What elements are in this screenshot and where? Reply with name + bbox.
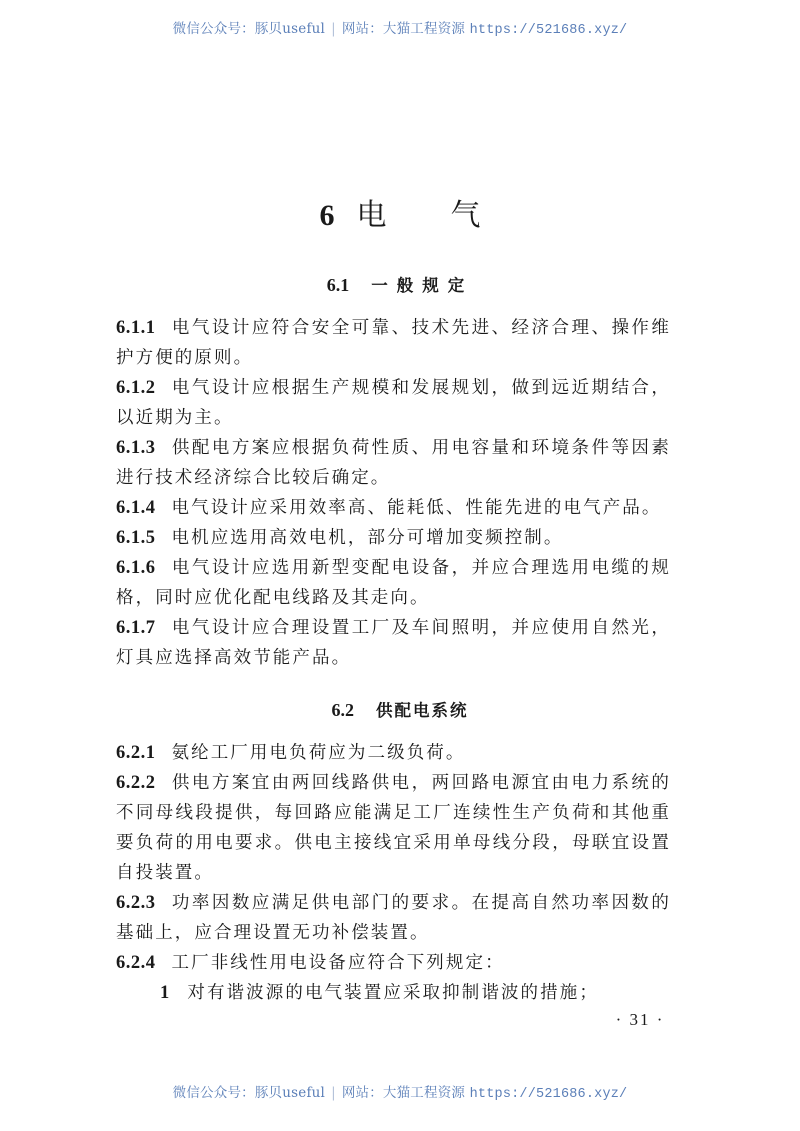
clause-text: 供配电方案应根据负荷性质、用电容量和环境条件等因素进行技术经济综合比较后确定。: [116, 438, 671, 488]
clause-number: 6.2.4: [116, 953, 156, 973]
chapter-title: [0, 190, 800, 234]
clause-text: 电气设计应选用新型变配电设备，并应合理选用电缆的规格，同时应优化配电线路及其走向。: [116, 558, 671, 608]
clause-text: 电气设计应符合安全可靠、技术先进、经济合理、操作维护方便的原则。: [116, 318, 671, 368]
clause-6-2-1: [116, 738, 671, 768]
page-number: · 31 ·: [615, 1010, 665, 1029]
clause-number: 6.1.2: [116, 378, 156, 398]
section-heading-6-2: [0, 697, 800, 721]
clause-number: 6.2.3: [116, 893, 156, 913]
list-item-1: [116, 978, 671, 1008]
clause-number: 6.1.3: [116, 438, 156, 458]
clause-text: 工厂非线性用电设备应符合下列规定：: [171, 953, 505, 973]
section-title: 一般规定: [371, 276, 474, 295]
chapter-title-char-1: 电: [356, 198, 387, 233]
clause-number: 6.1.5: [116, 528, 156, 548]
clause-text: 电气设计应采用效率高、能耗低、性能先进的电气产品。: [171, 498, 662, 518]
section-6-2-body: [116, 738, 671, 1008]
watermark-url: https://521686.xyz/: [469, 23, 628, 38]
clause-text: 电气设计应合理设置工厂及车间照明，并应使用自然光，灯具应选择高效节能产品。: [116, 618, 671, 668]
watermark-separator: |: [331, 1085, 336, 1101]
clause-6-1-5: [116, 523, 671, 553]
watermark-wechat: 微信公众号：豚贝useful: [172, 21, 326, 37]
watermark-bottom: [0, 1081, 800, 1102]
clause-text: 功率因数应满足供电部门的要求。在提高自然功率因数的基础上，应合理设置无功补偿装置。: [116, 893, 671, 943]
watermark-site-label: 网站：大猫工程资源: [341, 21, 466, 37]
section-title: 供配电系统: [376, 701, 469, 720]
clause-number: 6.2.2: [116, 773, 156, 793]
clause-text: 电机应选用高效电机，部分可增加变频控制。: [171, 528, 564, 548]
clause-6-1-1: [116, 313, 671, 373]
item-number: 1: [160, 983, 172, 1003]
clause-6-1-7: [116, 613, 671, 673]
clause-text: 电气设计应根据生产规模和发展规划，做到远近期结合，以近期为主。: [116, 378, 671, 428]
clause-6-2-4: [116, 948, 671, 978]
clause-6-2-2: [116, 768, 671, 888]
chapter-title-char-2: 气: [450, 198, 481, 233]
clause-number: 6.2.1: [116, 743, 156, 763]
section-6-1-body: [116, 313, 671, 673]
clause-text: 氨纶工厂用电负荷应为二级负荷。: [171, 743, 466, 763]
item-text: 对有谐波源的电气装置应采取抑制谐波的措施；: [187, 983, 599, 1003]
watermark-separator: |: [331, 21, 336, 37]
section-number: 6.1: [326, 275, 350, 295]
watermark-top: [0, 17, 800, 38]
section-number: 6.2: [331, 700, 354, 720]
clause-number: 6.1.1: [116, 318, 156, 338]
watermark-url: https://521686.xyz/: [469, 1087, 628, 1102]
clause-number: 6.1.6: [116, 558, 156, 578]
section-heading-6-1: [0, 272, 800, 296]
clause-6-2-3: [116, 888, 671, 948]
clause-6-1-4: [116, 493, 671, 523]
clause-6-1-6: [116, 553, 671, 613]
clause-number: 6.1.7: [116, 618, 156, 638]
watermark-site-label: 网站：大猫工程资源: [341, 1085, 466, 1101]
clause-6-1-3: [116, 433, 671, 493]
chapter-number: 6: [319, 199, 335, 232]
clause-text: 供电方案宜由两回线路供电，两回路电源宜由电力系统的不同母线段提供，每回路应能满足工厂连续性生产负荷和其他重要负荷的用电要求。供电主接线宜采用单母线分段，母联宜设置自投装置。: [116, 773, 671, 883]
clause-6-1-2: [116, 373, 671, 433]
watermark-wechat: 微信公众号：豚贝useful: [172, 1085, 326, 1101]
clause-number: 6.1.4: [116, 498, 156, 518]
